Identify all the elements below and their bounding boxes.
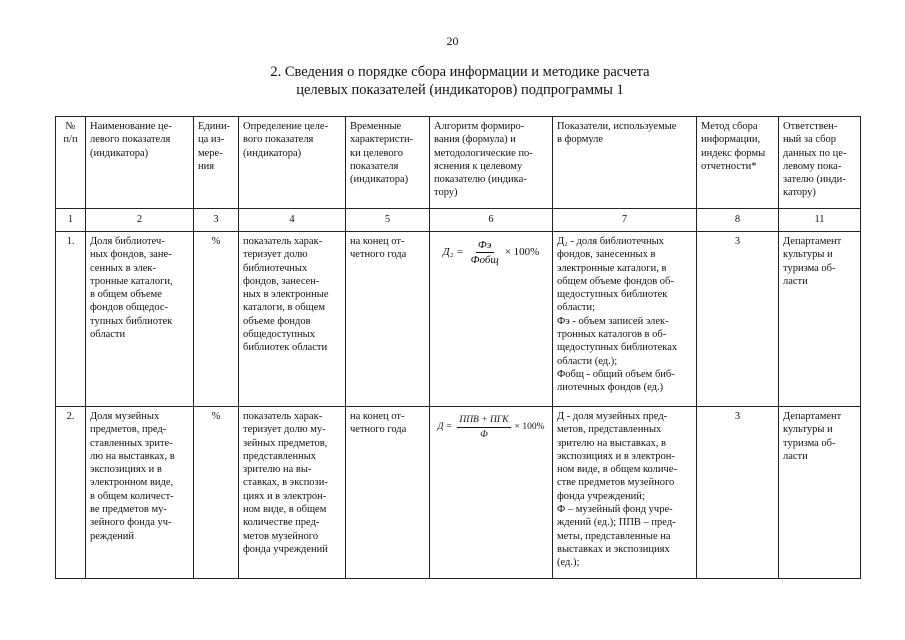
table-row [56, 232, 861, 407]
header-cell-indicators: Показатели, используемые в формуле [553, 117, 697, 209]
formula-multiplier: × 100% [514, 421, 545, 432]
responsible-party: Департамент культуры и туризма об- ласти [779, 232, 861, 407]
unit-of-measure: % [194, 232, 239, 407]
collection-method: 3 [697, 407, 779, 579]
formula-multiplier: × 100% [504, 245, 540, 258]
column-number-row [56, 209, 861, 232]
section-title-line-2: целевых показателей (индикаторов) подпрограммы 1 [296, 82, 624, 98]
formula-indicators: Д - доля музейных пред- метов, представленных зрителю на выставках, в экспозициях и в электрон- ном виде, в общем количе- стве предметов музейного фонда учреждений; Ф – музейный фонд учре- ждений (ед.); ППВ – пред- меты, представленные на выставках и экспозициях (ед.); [553, 407, 697, 579]
formula-numerator: Фэ [477, 239, 492, 251]
header-cell-unit: Едини- ца из- мере- ния [194, 117, 239, 209]
header-cell-name: Наименование це- левого показателя (индикатора) [86, 117, 194, 209]
row-number: 2. [56, 407, 86, 579]
table-row [56, 407, 861, 579]
page-number: 20 [446, 34, 459, 48]
column-number-cell: 2 [86, 209, 194, 232]
column-number-cell: 7 [553, 209, 697, 232]
formula [434, 414, 548, 441]
row-number: 1. [56, 232, 86, 407]
header-cell-formula: Алгоритм формиро- вания (формула) и методологические по- яснения к целевому показателю (индика- тору) [430, 117, 553, 209]
collection-method: 3 [697, 232, 779, 407]
time-characteristic: на конец от- четного года [346, 232, 430, 407]
indicators-table [55, 116, 861, 579]
header-cell-method: Метод сбора информации, индекс формы отчетности* [697, 117, 779, 209]
formula-cell [430, 407, 553, 579]
responsible-party: Департамент культуры и туризма об- ласти [779, 407, 861, 579]
formula-fraction [457, 414, 510, 441]
formula-fraction [469, 239, 501, 266]
formula-indicators: Д₂ - доля библиотечных фондов, занесенных в электронные каталоги, в общем объеме фондов об- щедоступных библиотек области; Фэ - объем записей элек- тронных каталогов в об- щедоступных библиотеках области (ед.); Фобщ - общий объем биб- лиотечных фондов (ед.) [553, 232, 697, 407]
header-cell-definition: Определение целе- вого показателя (индикатора) [239, 117, 346, 209]
time-characteristic: на конец от- четного года [346, 407, 430, 579]
indicator-definition: показатель харак- теризует долю библиотечных фондов, занесен- ных в электронные каталоги, в общем объеме фондов общедоступных библиотек области [239, 232, 346, 407]
formula-lhs: Д = [437, 421, 453, 432]
column-number-cell: 4 [239, 209, 346, 232]
unit-of-measure: % [194, 407, 239, 579]
formula-cell [430, 232, 553, 407]
column-number-cell: 11 [779, 209, 861, 232]
section-title [160, 63, 760, 99]
formula-denominator: Фобщ [470, 254, 499, 266]
formula [434, 239, 548, 266]
header-cell-time: Временные характеристи- ки целевого показателя (индикатора) [346, 117, 430, 209]
column-number-cell: 6 [430, 209, 553, 232]
indicator-definition: показатель харак- теризует долю му- зейных предметов, представленных зрителю на вы- ставках, в экспози- циях и в электрон- ном виде, в общем количестве пред- метов музейного фонда учреждений [239, 407, 346, 579]
column-number-cell: 3 [194, 209, 239, 232]
column-number-cell: 8 [697, 209, 779, 232]
indicator-name: Доля музейных предметов, пред- ставленных зрите- лю на выставках, в экспозициях и в электронном виде, в общем количест- ве предметов му- зейного фонда уч- реждений [86, 407, 194, 579]
header-cell-number: № п/п [56, 117, 86, 209]
header-cell-responsible: Ответствен- ный за сбор данных по це- левому пока- зателю (инди- катору) [779, 117, 861, 209]
formula-lhs: Д₂ = [442, 245, 464, 258]
table-header-row [56, 117, 861, 209]
section-title-line-1: 2. Сведения о порядке сбора информации и методике расчета [270, 64, 650, 80]
formula-numerator: ППВ + ПГК [457, 414, 510, 428]
column-number-cell: 5 [346, 209, 430, 232]
column-number-cell: 1 [56, 209, 86, 232]
indicator-name: Доля библиотеч- ных фондов, зане- сенных в элек- тронные каталоги, в общем объеме фондов общедос- тупных библиотек области [86, 232, 194, 407]
formula-denominator: Ф [480, 430, 488, 440]
